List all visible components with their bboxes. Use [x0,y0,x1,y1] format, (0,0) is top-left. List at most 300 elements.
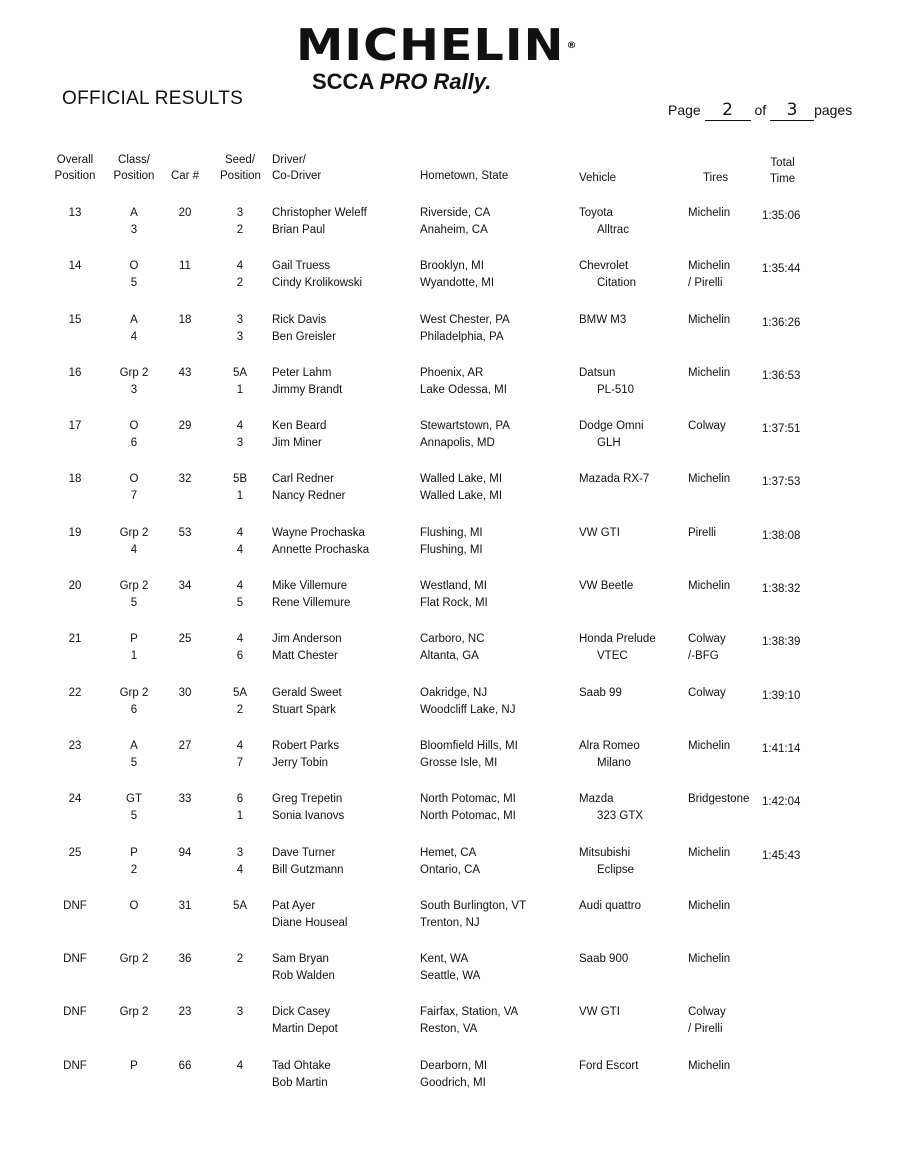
class: Grp 2 [119,1006,149,1019]
hometown-driver: Oakridge, NJ [420,686,488,699]
page-of: of [754,102,767,118]
tire-secondary: / Pirelli [688,277,723,290]
tires [688,631,726,665]
driver: Gerald Sweet [272,686,342,699]
overall-position: 20 [68,580,82,593]
hometown-driver: Fairfax, Station, VA [420,1006,519,1019]
vehicle [579,578,633,595]
overall-position: DNF [63,953,87,966]
hometown-driver: Walled Lake, MI [420,473,503,486]
table-row [0,365,900,418]
hometown [420,845,480,879]
car-number: 32 [178,473,192,486]
driver-codriver [272,1058,331,1092]
total-time: 1:38:08 [762,529,801,542]
table-row [0,631,900,684]
driver-codriver [272,791,344,825]
seed-pos: 2 [236,703,244,716]
tires [688,525,716,542]
table-row [0,525,900,578]
tire-primary: Colway [688,633,726,646]
seed-position [220,1004,260,1021]
class: Grp 2 [119,580,149,593]
header-hometown: Hometown, State [420,170,509,182]
tires [688,845,730,862]
hometown-driver: Stewartstown, PA [420,420,510,433]
tire-secondary: / Pirelli [688,1023,723,1036]
class-position [112,258,156,292]
driver-codriver [272,845,344,879]
overall-position: 24 [68,793,82,806]
hometown [420,1058,487,1092]
header-seed-line1: Seed/ [224,154,256,166]
total-time: 1:37:53 [762,476,801,489]
class-pos: 5 [130,597,138,610]
header-tires: Tires [703,172,729,184]
driver: Peter Lahm [272,366,332,379]
logo-text: MICHELIN [296,20,565,71]
codriver: Rob Walden [272,970,335,983]
car-number: 43 [178,366,192,379]
table-row [0,685,900,738]
total-time: 1:41:14 [762,742,801,755]
tire-primary: Colway [688,686,726,699]
overall-position: 13 [68,207,82,219]
car-number: 36 [178,953,192,966]
vehicle [579,738,640,772]
seed-pos: 2 [236,277,244,290]
hometown-codriver: Annapolis, MD [420,437,495,450]
class: Grp 2 [119,953,149,966]
codriver: Martin Depot [272,1023,338,1036]
header-class [112,152,156,184]
car-number: 34 [178,580,192,593]
vehicle [579,205,629,239]
seed-pos: 6 [236,650,244,663]
seed-position [220,365,260,399]
class: P [130,846,138,859]
class-pos: 2 [130,863,138,876]
header-seed [220,152,260,184]
hometown [420,951,480,985]
overall-position: 23 [68,739,82,752]
header-class-line1: Class/ [118,154,150,166]
hometown-codriver: Flat Rock, MI [420,597,488,610]
vehicle-make: Honda Prelude [579,633,656,646]
class-pos: 5 [130,756,138,769]
header-driver-line2: Co-Driver [272,170,322,182]
hometown-codriver: Flushing, MI [420,543,483,556]
vehicle [579,791,643,825]
hometown-driver: Riverside, CA [420,207,491,219]
vehicle-make: VW GTI [579,526,620,539]
hometown [420,578,488,612]
tire-primary: Michelin [688,846,731,859]
tire-primary: Pirelli [688,526,717,539]
seed-pos: 3 [236,330,244,343]
hometown [420,418,510,452]
vehicle [579,898,641,915]
vehicle-make: Dodge Omni [579,420,644,433]
table-row [0,791,900,844]
car-number: 11 [179,260,191,273]
driver: Ken Beard [272,420,327,433]
hometown [420,471,502,505]
overall-position: 18 [68,473,82,486]
class: O [129,260,139,273]
hometown-codriver: Anaheim, CA [420,224,488,236]
class-position [112,365,156,399]
car-number: 27 [178,739,192,752]
vehicle [579,525,620,542]
seed-pos: 7 [236,756,244,769]
hometown-codriver: Philadelphia, PA [420,330,504,343]
car-number: 30 [178,686,192,699]
class-pos: 6 [130,437,138,450]
total-time: 1:38:39 [762,636,801,649]
header-overall-line2: Position [54,170,96,182]
vehicle-model: Citation [597,277,636,290]
driver: Christopher Weleff [272,207,367,219]
seed-position [220,631,260,665]
codriver: Annette Prochaska [272,543,370,556]
driver: Wayne Prochaska [272,526,365,539]
class-position [112,578,156,612]
driver: Rick Davis [272,313,327,326]
overall-position: 25 [68,846,82,859]
hometown-driver: Bloomfield Hills, MI [420,739,518,752]
class: Grp 2 [119,526,149,539]
class: O [129,473,139,486]
hometown-codriver: Wyandotte, MI [420,277,495,290]
overall-position: 17 [68,420,82,433]
driver: Robert Parks [272,739,340,752]
class-pos: 3 [130,224,138,236]
hometown-driver: Dearborn, MI [420,1059,488,1072]
tire-primary: Michelin [688,1059,731,1072]
document-title: OFFICIAL RESULTS [62,88,244,109]
vehicle-model: PL-510 [597,383,635,396]
michelin-logo [296,20,578,71]
page-suffix: pages [814,102,853,118]
tire-primary: Michelin [688,207,731,219]
header-seed-line2: Position [220,170,261,182]
class: A [130,207,138,219]
hometown-codriver: Goodrich, MI [420,1076,486,1089]
class-position [112,471,156,505]
driver-codriver [272,471,346,505]
class: A [130,739,138,752]
seed: 2 [236,953,244,966]
header-time-line1: Total [770,157,795,169]
hometown-driver: Kent, WA [420,953,469,966]
total-time: 1:36:26 [762,316,801,329]
table-row [0,738,900,791]
codriver: Cindy Krolikowski [272,277,363,290]
seed-position [220,471,260,505]
seed-position [220,1058,260,1075]
hometown-codriver: Woodcliff Lake, NJ [420,703,516,716]
seed-position [220,418,260,452]
seed: 3 [236,207,244,219]
class-position [112,312,156,346]
vehicle-make: Alra Romeo [579,739,640,752]
driver-codriver [272,738,339,772]
class-position [112,898,156,915]
driver: Dick Casey [272,1006,331,1019]
total-time: 1:37:51 [762,423,801,436]
class-pos: 7 [130,490,138,503]
seed-position [220,578,260,612]
class-position [112,418,156,452]
class-pos: 4 [130,543,138,556]
vehicle-make: Mazda [579,793,614,806]
tires [688,685,726,702]
codriver: Jim Miner [272,437,322,450]
hometown [420,1004,518,1038]
hometown-codriver: Grosse Isle, MI [420,756,498,769]
codriver: Sonia Ivanovs [272,810,345,823]
table-row [0,471,900,524]
vehicle [579,1004,620,1021]
logo-sub-scca: SCCA [312,69,380,94]
vehicle-make: BMW M3 [579,313,627,326]
hometown-driver: Hemet, CA [420,846,477,859]
driver-codriver [272,312,336,346]
vehicle [579,845,634,879]
driver-codriver [272,1004,338,1038]
overall-position: 16 [68,366,82,379]
page-total: 3 [770,100,814,121]
class: A [130,313,138,326]
tire-primary: Colway [688,420,726,433]
vehicle-model: Eclipse [597,863,635,876]
class: O [129,899,139,912]
car-number: 20 [178,207,192,219]
hometown [420,312,510,346]
header-overall [52,152,98,184]
tire-primary: Michelin [688,953,731,966]
header-driver [272,152,321,184]
hometown-codriver: North Potomac, MI [420,810,516,823]
codriver: Bill Gutzmann [272,863,344,876]
table-row [0,578,900,631]
class-position [112,951,156,968]
class-pos: 1 [130,650,138,663]
total-time: 1:42:04 [762,796,801,809]
codriver: Jerry Tobin [272,756,329,769]
car-number: 53 [178,526,192,539]
header-driver-line1: Driver/ [272,154,306,166]
hometown-driver: Brooklyn, MI [420,260,484,273]
tires [688,205,730,222]
vehicle-model: Alltrac [597,224,629,236]
codriver: Jimmy Brandt [272,383,343,396]
hometown [420,525,483,559]
tires [688,365,730,382]
table-row [0,312,900,365]
hometown [420,738,518,772]
hometown [420,791,516,825]
vehicle-model: GLH [597,437,621,450]
driver-codriver [272,685,342,719]
vehicle [579,312,626,329]
page-indicator [668,100,852,121]
tires [688,738,730,755]
car-number: 18 [178,313,192,326]
table-row [0,418,900,471]
tire-secondary: /-BFG [688,650,719,663]
hometown [420,685,515,719]
seed-position [220,525,260,559]
class-position [112,791,156,825]
header-overall-line1: Overall [56,154,94,166]
page-prefix: Page [668,102,701,118]
car-number: 25 [178,633,192,646]
seed: 4 [236,526,244,539]
hometown [420,898,526,932]
class-pos: 3 [130,383,138,396]
tires [688,1058,730,1075]
seed: 3 [236,1006,244,1019]
table-row [0,258,900,311]
total-time: 1:36:53 [762,369,801,382]
vehicle [579,365,634,399]
tire-primary: Michelin [688,366,731,379]
car-number: 66 [178,1059,192,1072]
codriver: Nancy Redner [272,490,346,503]
overall-position: 22 [68,686,82,699]
driver-codriver [272,631,342,665]
hometown [420,631,485,665]
car-number: 23 [178,1006,192,1019]
tire-primary: Michelin [688,739,731,752]
class-pos: 6 [130,703,138,716]
vehicle-make: Saab 99 [579,686,622,699]
hometown-codriver: Reston, VA [420,1023,478,1036]
vehicle [579,418,644,452]
vehicle-model: Milano [597,756,631,769]
hometown-driver: Westland, MI [420,580,487,593]
driver-codriver [272,205,367,239]
total-time: 1:38:32 [762,583,801,596]
tires [688,898,730,915]
vehicle [579,951,628,968]
table-row [0,1058,900,1111]
car-number: 31 [178,899,192,912]
tires [688,312,730,329]
vehicle-model: VTEC [597,650,628,663]
class: P [130,1059,138,1072]
driver: Sam Bryan [272,953,329,966]
driver-codriver [272,578,350,612]
hometown-codriver: Trenton, NJ [420,916,480,929]
hometown-driver: Phoenix, AR [420,366,484,379]
seed-position [220,258,260,292]
driver: Carl Redner [272,473,334,486]
tire-primary: Michelin [688,899,731,912]
hometown [420,365,507,399]
seed-position [220,845,260,879]
car-number: 29 [178,420,192,433]
table-row [0,1004,900,1057]
table-row [0,898,900,951]
tires [688,578,730,595]
table-row [0,205,900,258]
vehicle-model: 323 GTX [597,810,644,823]
vehicle-make: Datsun [579,366,616,379]
seed-pos: 1 [236,383,244,396]
tire-primary: Colway [688,1006,726,1019]
car-number: 94 [178,846,192,859]
seed-pos: 2 [236,224,244,236]
overall-position: DNF [63,1006,87,1019]
driver: Jim Anderson [272,633,342,646]
driver: Pat Ayer [272,899,316,912]
vehicle [579,1058,638,1075]
seed: 5A [232,686,248,699]
vehicle [579,258,636,292]
hometown-codriver: Altanta, GA [420,650,479,663]
vehicle-make: Mazada RX-7 [579,473,650,486]
seed-position [220,898,260,915]
class-position [112,1058,156,1075]
header-vehicle: Vehicle [579,172,617,184]
car-number: 33 [178,793,192,806]
seed: 5A [232,899,248,912]
seed: 5B [232,473,248,486]
seed: 5A [232,366,248,379]
seed-position [220,738,260,772]
class: O [129,420,139,433]
driver: Tad Ohtake [272,1059,331,1072]
vehicle-make: Audi quattro [579,899,642,912]
seed: 4 [236,633,244,646]
seed: 4 [236,580,244,593]
tires [688,791,749,808]
class: P [130,633,138,646]
codriver: Ben Greisler [272,330,336,343]
tires [688,258,730,292]
header-time-line2: Time [770,173,796,185]
class: Grp 2 [119,366,149,379]
seed-pos: 4 [236,863,244,876]
hometown [420,205,490,239]
tires [688,418,726,435]
overall-position: DNF [63,1059,87,1072]
tire-primary: Michelin [688,260,731,273]
class-pos: 5 [130,277,138,290]
seed-pos: 5 [236,597,244,610]
seed-pos: 1 [236,810,244,823]
logo-sub-pro-rally: PRO Rally. [379,69,492,94]
driver: Greg Trepetin [272,793,343,806]
codriver: Stuart Spark [272,703,336,716]
driver-codriver [272,258,362,292]
seed: 4 [236,260,244,273]
vehicle-make: VW GTI [579,1006,620,1019]
header-car: Car # [170,170,200,182]
tires [688,951,730,968]
vehicle-make: VW Beetle [579,580,634,593]
vehicle-make: Mitsubishi [579,846,631,859]
vehicle [579,631,656,665]
seed: 4 [236,739,244,752]
class-pos: 4 [130,330,138,343]
vehicle-make: Toyota [579,207,613,219]
header-class-line2: Position [113,170,155,182]
driver: Dave Turner [272,846,336,859]
